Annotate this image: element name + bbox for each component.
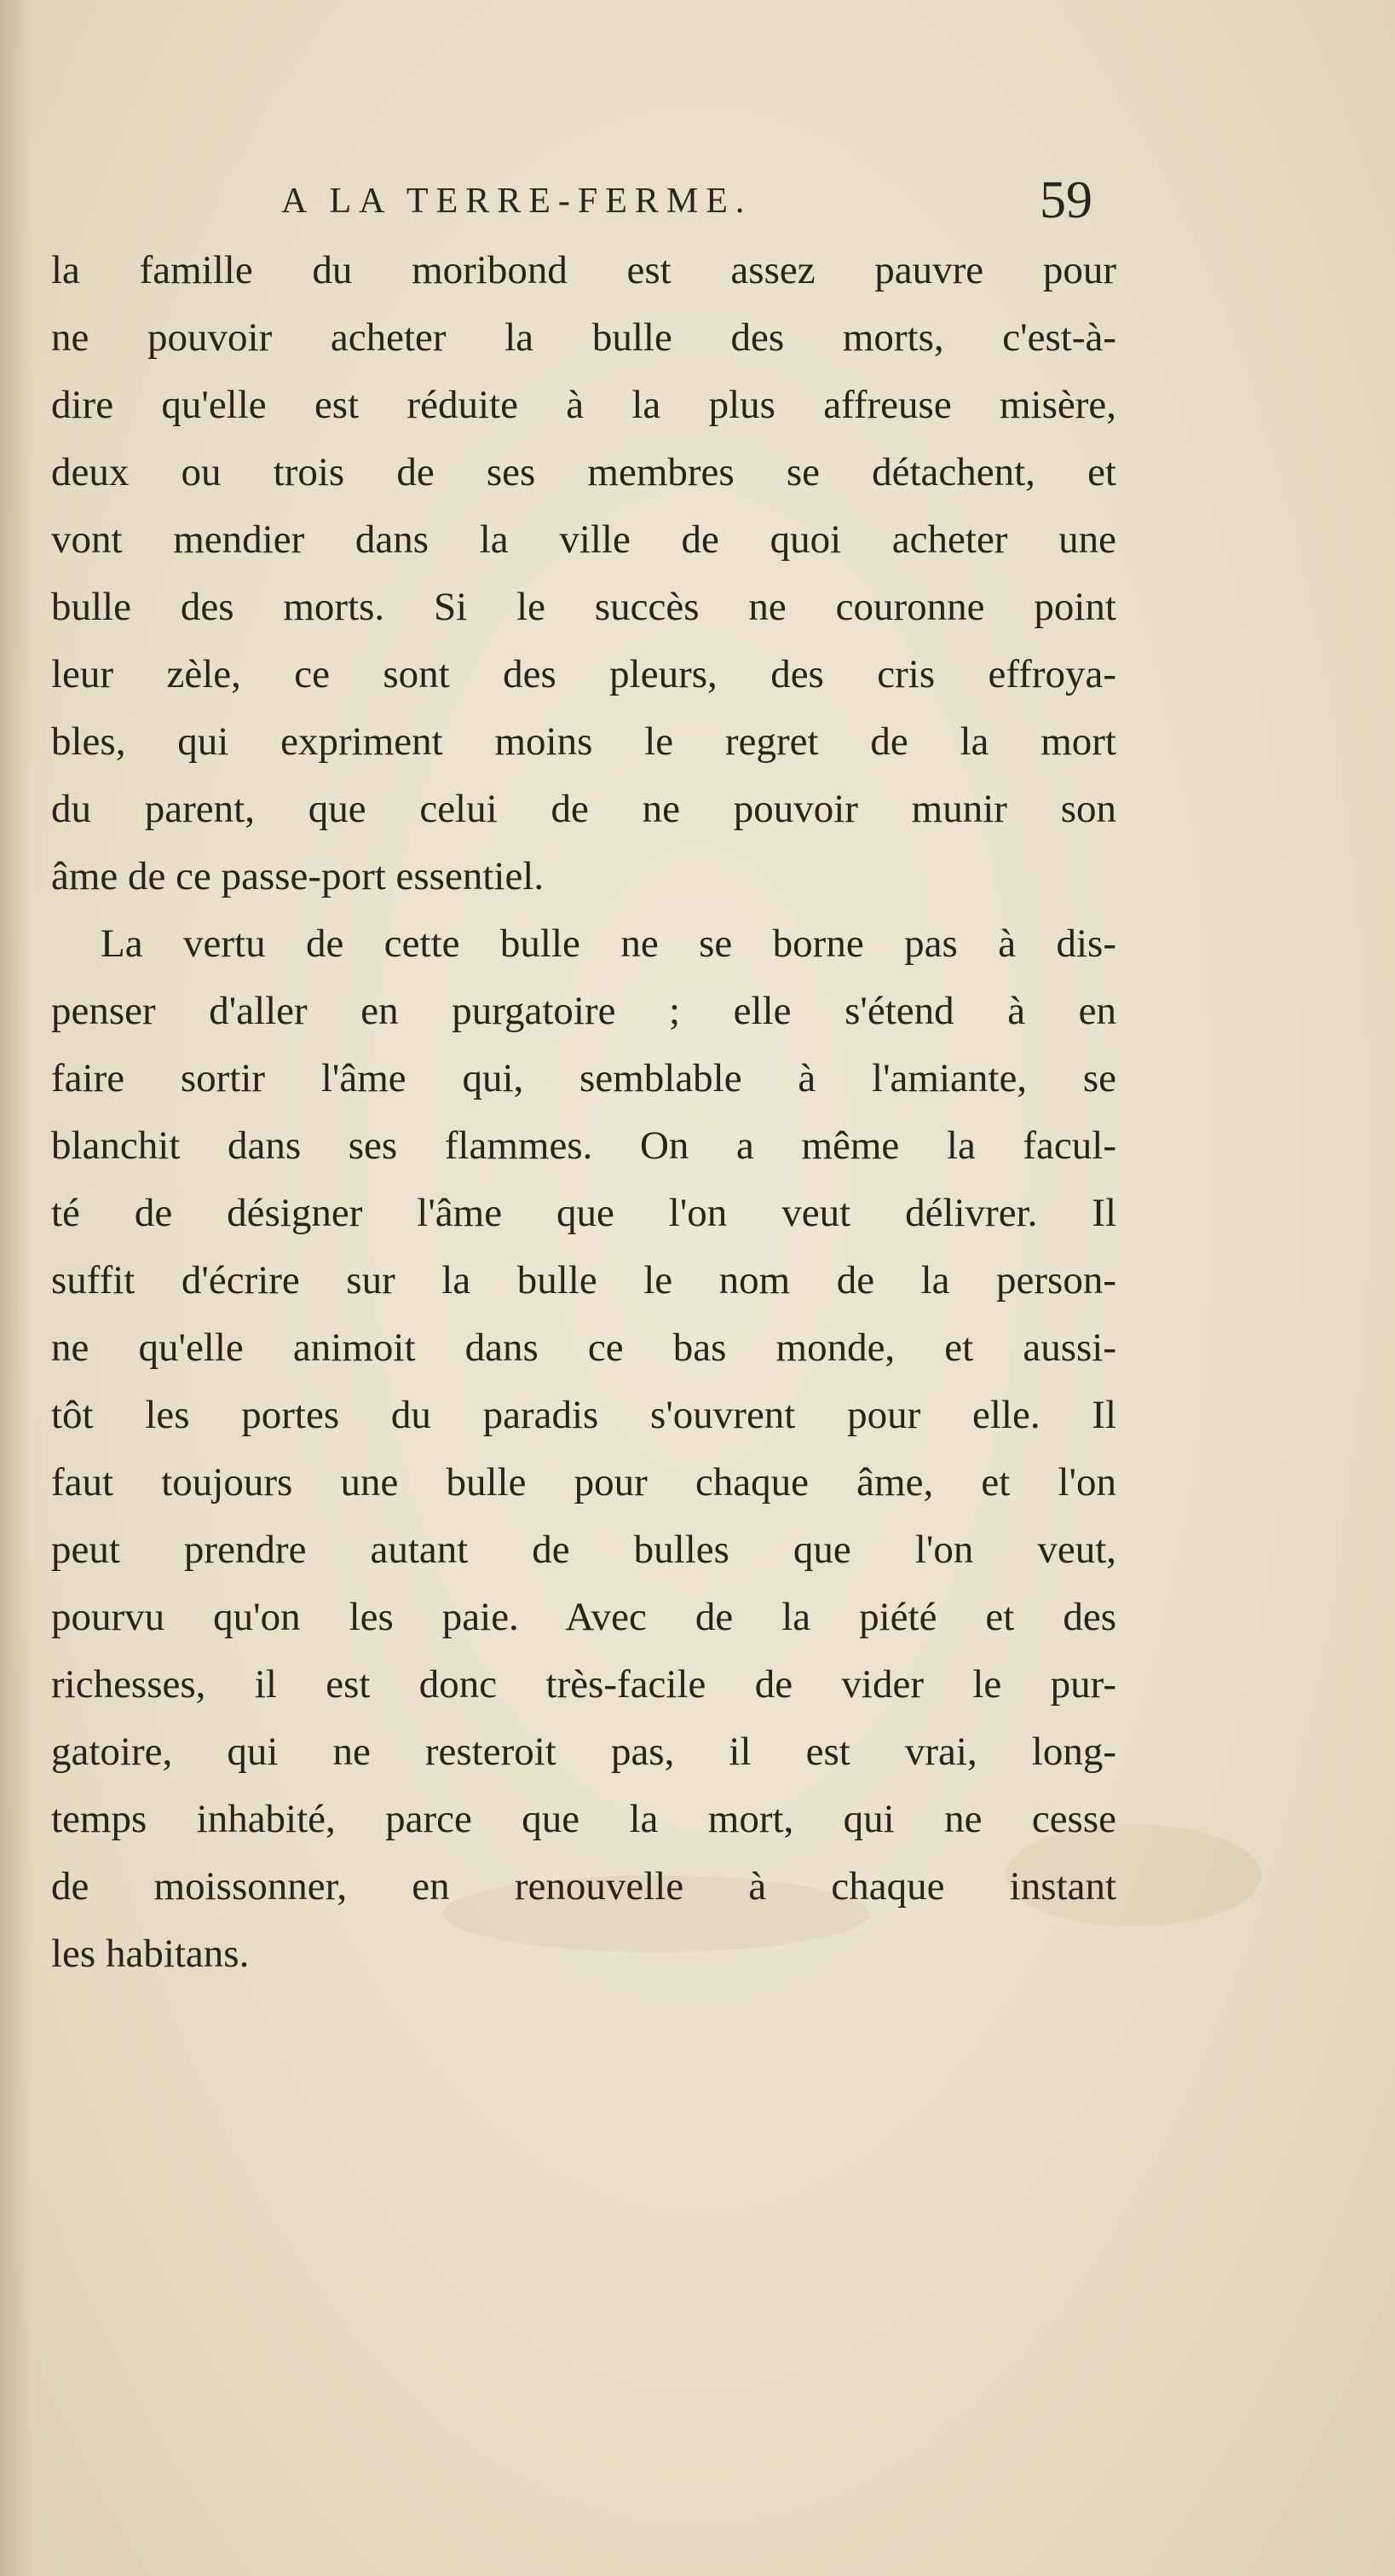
- text-line: temps inhabité, parce que la mort, qui ne cesse: [51, 1797, 1116, 1841]
- text-line: blanchit dans ses flammes. On a même la facul-: [51, 1123, 1116, 1168]
- text-line: pourvu qu'on les paie. Avec de la piété et des: [51, 1595, 1116, 1639]
- text-line: dire qu'elle est réduite à la plus affreuse misère,: [51, 383, 1116, 427]
- text-line-paragraph-start: La vertu de cette bulle ne se borne pas à dis-: [101, 921, 1116, 966]
- text-line: ne pouvoir acheter la bulle des morts, c'est-à-: [51, 315, 1116, 360]
- page-number: 59: [1040, 171, 1092, 229]
- gutter-shadow: [0, 0, 32, 2576]
- text-line: richesses, il est donc très-facile de vider le pur-: [51, 1662, 1116, 1707]
- body-text: [51, 237, 1116, 1988]
- text-line: de moissonner, en renouvelle à chaque instant: [51, 1864, 1116, 1909]
- text-line: la famille du moribond est assez pauvre pour: [51, 248, 1116, 292]
- text-line: tôt les portes du paradis s'ouvrent pour elle. Il: [51, 1393, 1116, 1437]
- text-line: faire sortir l'âme qui, semblable à l'amiante, se: [51, 1056, 1116, 1100]
- text-line: bulle des morts. Si le succès ne couronne point: [51, 585, 1116, 629]
- text-line: penser d'aller en purgatoire ; elle s'étend à en: [51, 989, 1116, 1033]
- running-head: A LA TERRE-FERME.: [281, 182, 752, 221]
- text-line: peut prendre autant de bulles que l'on veut,: [51, 1528, 1116, 1572]
- text-line: té de désigner l'âme que l'on veut délivrer. Il: [51, 1191, 1116, 1235]
- text-line-paragraph-end: les habitans.: [51, 1932, 250, 1976]
- text-line: suffit d'écrire sur la bulle le nom de la person-: [51, 1258, 1116, 1302]
- text-line: bles, qui expriment moins le regret de la mort: [51, 719, 1116, 764]
- text-line: leur zèle, ce sont des pleurs, des cris effroya-: [51, 652, 1116, 696]
- text-line: faut toujours une bulle pour chaque âme, et l'on: [51, 1460, 1116, 1505]
- text-line: gatoire, qui ne resteroit pas, il est vrai, long-: [51, 1730, 1116, 1774]
- text-line-paragraph-end: âme de ce passe-port essentiel.: [51, 854, 545, 898]
- page-header: [281, 170, 1133, 230]
- text-line: ne qu'elle animoit dans ce bas monde, et aussi-: [51, 1326, 1116, 1370]
- text-line: du parent, que celui de ne pouvoir munir son: [51, 787, 1116, 831]
- text-line: deux ou trois de ses membres se détachent, et: [51, 450, 1116, 494]
- text-line: vont mendier dans la ville de quoi acheter une: [51, 517, 1116, 562]
